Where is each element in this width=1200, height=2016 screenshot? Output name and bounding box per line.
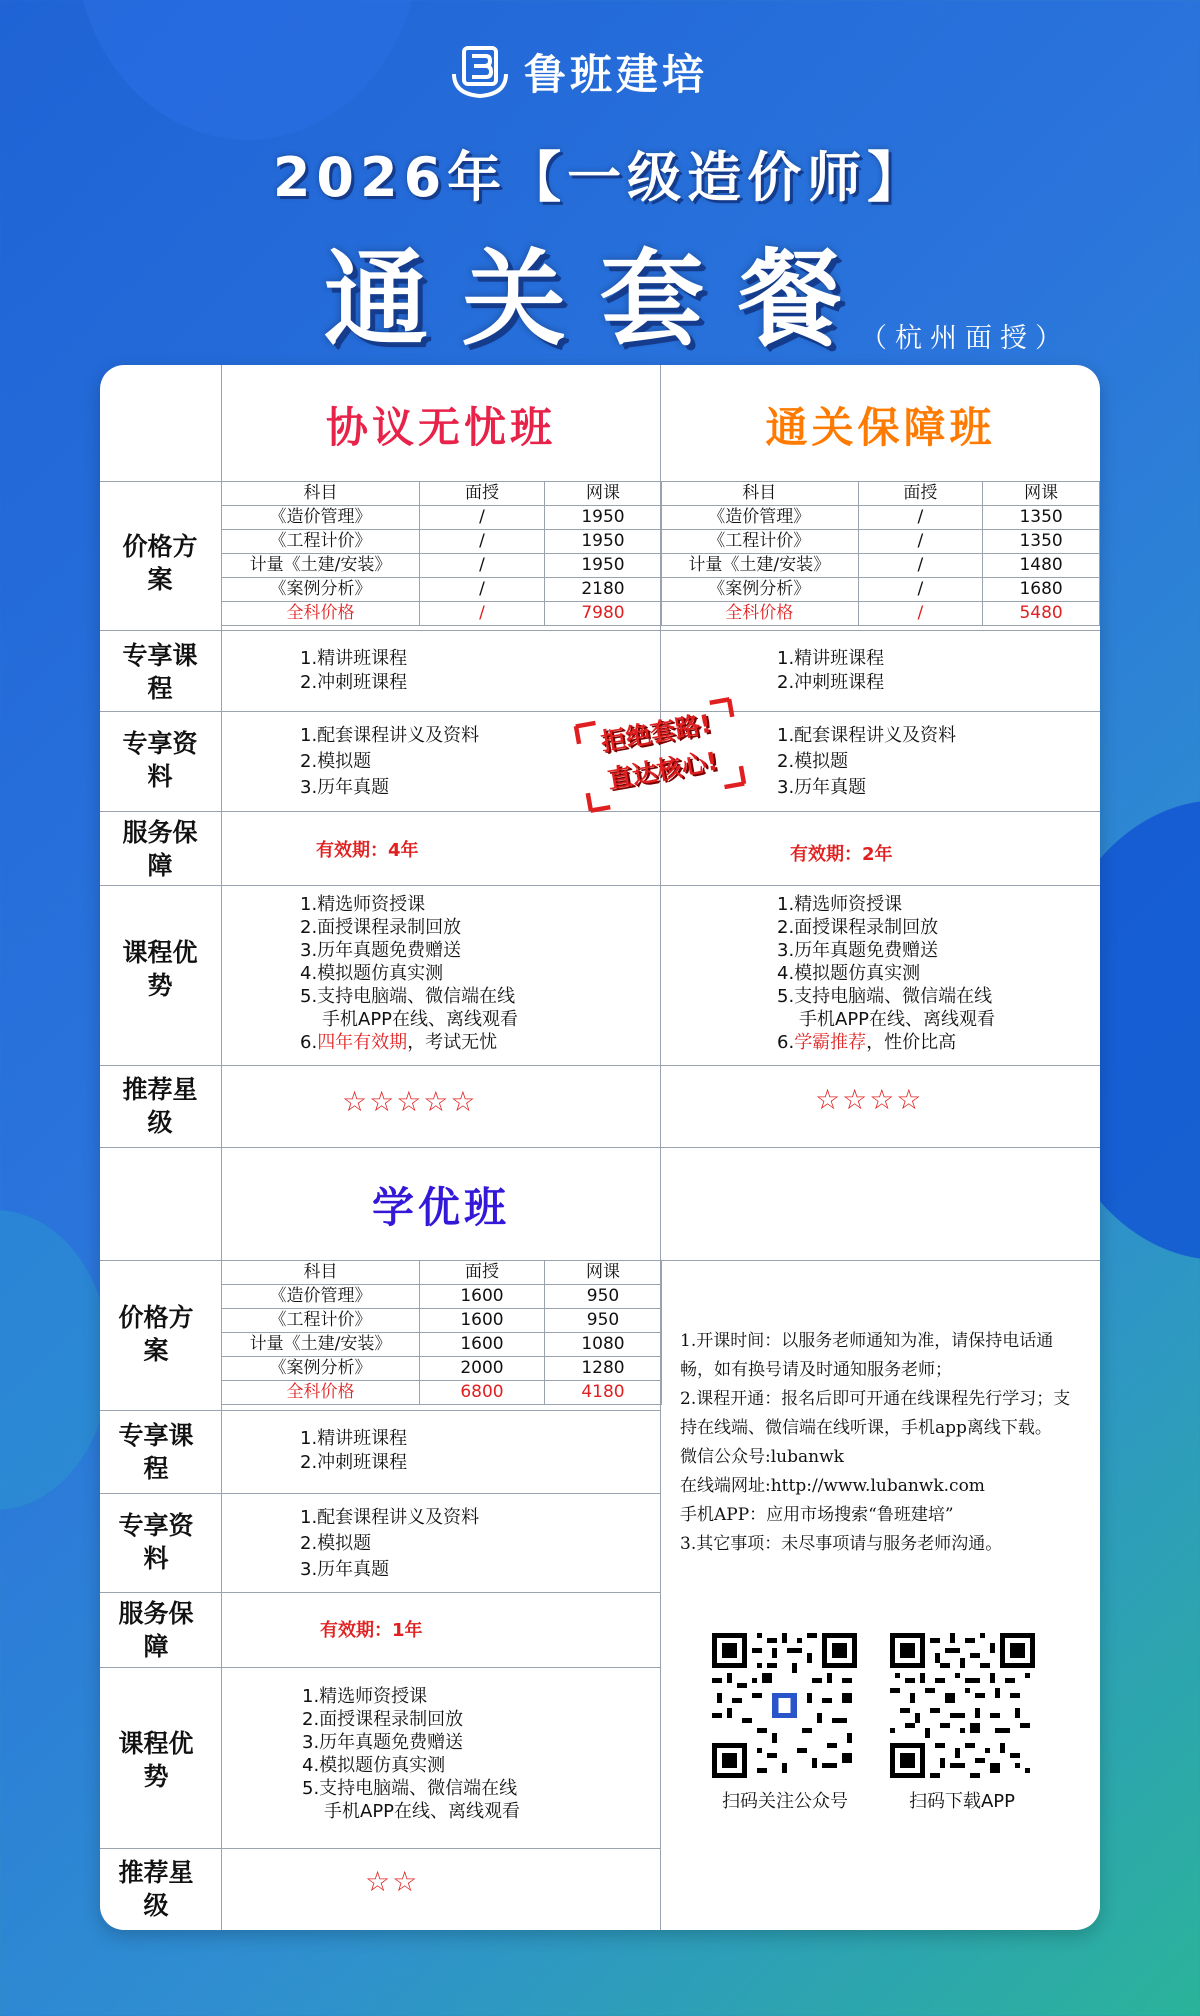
face-price-cell: 1600 xyxy=(420,1309,545,1333)
header-online: 网课 xyxy=(983,482,1100,506)
table-row xyxy=(222,1333,662,1357)
online-price-cell: 950 xyxy=(545,1309,662,1333)
grid-line xyxy=(100,1065,1100,1066)
list-item: 2.面授课程录制回放 xyxy=(300,917,462,938)
qr-code-icon xyxy=(712,1633,857,1778)
page-subtitle: 2026年【一级造价师】 xyxy=(272,146,928,209)
subject-cell: 计量《土建/安装》 xyxy=(661,554,859,578)
list-item: 手机APP在线、离线观看 xyxy=(324,1801,521,1822)
subject-cell: 《造价管理》 xyxy=(222,506,420,530)
header-face: 面授 xyxy=(420,1261,545,1285)
table-row xyxy=(661,530,1100,554)
list-item: 1.精讲班课程 xyxy=(300,1428,408,1449)
qr-code-icon[interactable] xyxy=(712,1633,857,1778)
courses-list-plan-3 xyxy=(300,1427,407,1475)
list-item: 2.面授课程录制回放 xyxy=(302,1709,464,1730)
face-price-cell: / xyxy=(858,530,983,554)
price-table-plan-1 xyxy=(221,481,662,626)
face-price-cell: / xyxy=(420,554,545,578)
price-table-plan-2 xyxy=(660,481,1100,626)
list-item: 3.历年真题 xyxy=(300,1559,390,1580)
note-line: 2.课程开通：报名后即可开通在线课程先行学习；支持在线端、微信端在线听课，手机app离线下载。 xyxy=(680,1389,1071,1438)
list-item: 4.模拟题仿真实测 xyxy=(302,1755,446,1776)
row-label-courses: 专享课程 xyxy=(118,1421,194,1483)
qr-code-icon[interactable] xyxy=(890,1633,1035,1778)
package-card xyxy=(100,365,1100,1930)
list-item: 1.精讲班课程 xyxy=(300,648,408,669)
row-label-advantages: 课程优势 xyxy=(122,938,198,1000)
list-item: 2.模拟题 xyxy=(777,751,849,772)
qr-code-icon xyxy=(890,1633,1035,1778)
table-row xyxy=(661,554,1100,578)
total-row xyxy=(222,1381,662,1405)
face-price-cell: / xyxy=(858,506,983,530)
list-item: 2.模拟题 xyxy=(300,751,372,772)
note-line: 3.其它事项：未尽事项请与服务老师沟通。 xyxy=(680,1534,1003,1554)
list-item: 2.冲刺班课程 xyxy=(300,672,408,693)
location-label: （杭州面授） xyxy=(860,323,1070,354)
subject-cell: 《案例分析》 xyxy=(222,1357,420,1381)
header-online: 网课 xyxy=(545,482,662,506)
subject-cell: 《工程计价》 xyxy=(661,530,859,554)
note-line: 在线端网址:http://www.lubanwk.com xyxy=(680,1476,985,1496)
list-item: 2.模拟题 xyxy=(300,1533,372,1554)
online-price-cell: 1950 xyxy=(545,530,662,554)
grid-line xyxy=(100,885,1100,886)
list-item: 5.支持电脑端、微信端在线 xyxy=(777,986,993,1007)
qr-caption: 扫码关注公众号 xyxy=(722,1791,848,1812)
qr-caption: 扫码下载APP xyxy=(908,1791,1016,1812)
online-price-cell: 5480 xyxy=(983,602,1100,626)
subject-cell: 《工程计价》 xyxy=(222,1309,420,1333)
online-price-cell: 4180 xyxy=(545,1381,662,1405)
star-rating-plan-2: ☆☆☆☆ xyxy=(815,1083,924,1116)
table-row xyxy=(222,554,662,578)
list-item: 1.配套课程讲义及资料 xyxy=(300,1507,480,1528)
list-item: 1.配套课程讲义及资料 xyxy=(300,725,480,746)
header-online: 网课 xyxy=(545,1261,662,1285)
list-item: 3.历年真题 xyxy=(300,777,390,798)
face-price-cell: 1600 xyxy=(420,1285,545,1309)
materials-list-plan-3 xyxy=(300,1505,479,1583)
stamp-line: 拒绝套路! xyxy=(598,708,714,757)
advantages-list-plan-1 xyxy=(300,893,518,1054)
header-face: 面授 xyxy=(420,482,545,506)
subject-cell: 全科价格 xyxy=(222,602,420,626)
list-item: 1.精选师资授课 xyxy=(777,894,903,915)
grid-line xyxy=(100,711,1100,712)
list-item: 3.历年真题免费赠送 xyxy=(777,940,939,961)
online-price-cell: 7980 xyxy=(545,602,662,626)
stamp-line: 直达核心! xyxy=(605,746,721,795)
online-price-cell: 1480 xyxy=(983,554,1100,578)
list-item xyxy=(777,1031,995,1054)
row-label-rating: 推荐星级 xyxy=(122,1075,198,1137)
table-row xyxy=(661,506,1100,530)
page-title: 通关套餐 xyxy=(323,238,876,360)
list-item: 5.支持电脑端、微信端在线 xyxy=(302,1778,518,1799)
list-item: 4.模拟题仿真实测 xyxy=(300,963,444,984)
grid-line xyxy=(100,1667,660,1668)
item-text: ，考试无忧 xyxy=(407,1032,498,1053)
row-label-courses: 专享课程 xyxy=(122,641,198,703)
subject-cell: 《案例分析》 xyxy=(222,578,420,602)
decor-circle xyxy=(0,1210,110,1510)
online-price-cell: 1080 xyxy=(545,1333,662,1357)
grid-line xyxy=(100,630,1100,631)
list-item: 手机APP在线、离线观看 xyxy=(799,1009,996,1030)
note-line: 手机APP：应用市场搜索“鲁班建培” xyxy=(680,1505,954,1525)
decor-circle xyxy=(75,0,420,140)
face-price-cell: / xyxy=(420,602,545,626)
total-row xyxy=(222,602,662,626)
face-price-cell: 2000 xyxy=(420,1357,545,1381)
subject-cell: 全科价格 xyxy=(222,1381,420,1405)
table-row xyxy=(222,506,662,530)
luban-logo-icon xyxy=(450,44,510,100)
list-item: 1.精选师资授课 xyxy=(302,1686,428,1707)
face-price-cell: / xyxy=(858,602,983,626)
header-subject: 科目 xyxy=(222,482,420,506)
list-item: 1.精讲班课程 xyxy=(777,648,885,669)
online-price-cell: 1950 xyxy=(545,506,662,530)
row-label-materials: 专享资料 xyxy=(122,729,198,791)
list-item: 2.冲刺班课程 xyxy=(300,1452,408,1473)
table-header-row xyxy=(661,482,1100,506)
star-rating-plan-1: ☆☆☆☆☆ xyxy=(342,1085,478,1118)
table-row xyxy=(222,578,662,602)
online-price-cell: 1950 xyxy=(545,554,662,578)
row-label-price: 价格方案 xyxy=(122,532,198,594)
list-item: 3.历年真题免费赠送 xyxy=(302,1732,464,1753)
online-price-cell: 1280 xyxy=(545,1357,662,1381)
subject-cell: 《造价管理》 xyxy=(661,506,859,530)
grid-line xyxy=(100,1592,660,1593)
header-subject: 科目 xyxy=(222,1261,420,1285)
subject-cell: 计量《土建/安装》 xyxy=(222,554,420,578)
advantages-list-plan-2 xyxy=(777,893,995,1054)
table-row xyxy=(222,1357,662,1381)
face-price-cell: / xyxy=(420,506,545,530)
note-line: 1.开课时间：以服务老师通知为准，请保持电话通畅，如有换号请及时通知服务老师； xyxy=(680,1331,1054,1380)
online-price-cell: 2180 xyxy=(545,578,662,602)
row-label-advantages: 课程优势 xyxy=(118,1729,194,1791)
subject-cell: 全科价格 xyxy=(661,602,859,626)
face-price-cell: / xyxy=(858,554,983,578)
courses-list-plan-2 xyxy=(777,647,884,695)
subject-cell: 计量《土建/安装》 xyxy=(222,1333,420,1357)
header-subject: 科目 xyxy=(661,482,859,506)
highlight-text: 学霸推荐 xyxy=(794,1032,867,1053)
row-label-materials: 专享资料 xyxy=(118,1511,194,1573)
advantages-list-plan-3 xyxy=(302,1685,520,1823)
face-price-cell: / xyxy=(420,578,545,602)
list-item: 手机APP在线、离线观看 xyxy=(322,1009,519,1030)
row-label-price: 价格方案 xyxy=(118,1303,194,1365)
subject-cell: 《案例分析》 xyxy=(661,578,859,602)
table-row xyxy=(222,1285,662,1309)
list-item: 3.历年真题 xyxy=(777,777,867,798)
list-item: 3.历年真题免费赠送 xyxy=(300,940,462,961)
face-price-cell: 6800 xyxy=(420,1381,545,1405)
table-header-row xyxy=(222,482,662,506)
item-number: 6. xyxy=(300,1032,318,1053)
online-price-cell: 1680 xyxy=(983,578,1100,602)
validity-plan-2: 有效期：2年 xyxy=(790,844,893,865)
row-label-rating: 推荐星级 xyxy=(118,1858,194,1920)
row-label-service: 服务保障 xyxy=(122,818,198,880)
validity-plan-1: 有效期：4年 xyxy=(316,840,419,861)
plan-title-2: 通关保障班 xyxy=(765,403,996,452)
grid-line xyxy=(100,1147,1100,1148)
brand-logo xyxy=(450,42,708,102)
face-price-cell: / xyxy=(858,578,983,602)
item-number: 6. xyxy=(777,1032,795,1053)
list-item: 2.面授课程录制回放 xyxy=(777,917,939,938)
grid-line xyxy=(100,1410,660,1411)
list-item: 2.冲刺班课程 xyxy=(777,672,885,693)
table-row xyxy=(222,530,662,554)
plan-title-1: 协议无忧班 xyxy=(325,403,556,452)
grid-line xyxy=(100,1493,660,1494)
plan-title-3: 学优班 xyxy=(371,1183,510,1232)
subject-cell: 《工程计价》 xyxy=(222,530,420,554)
face-price-cell: 1600 xyxy=(420,1333,545,1357)
price-table-plan-3 xyxy=(221,1260,662,1405)
notes-block xyxy=(680,1327,1085,1559)
item-text: ，性价比高 xyxy=(866,1032,957,1053)
star-rating-plan-3: ☆☆ xyxy=(365,1865,420,1898)
list-item: 4.模拟题仿真实测 xyxy=(777,963,921,984)
materials-list-plan-2 xyxy=(777,723,956,801)
courses-list-plan-1 xyxy=(300,647,407,695)
online-price-cell: 950 xyxy=(545,1285,662,1309)
table-row xyxy=(222,1309,662,1333)
highlight-text: 四年有效期 xyxy=(317,1032,408,1053)
subject-cell: 《造价管理》 xyxy=(222,1285,420,1309)
list-item xyxy=(300,1031,518,1054)
online-price-cell: 1350 xyxy=(983,506,1100,530)
total-row xyxy=(661,602,1100,626)
brand-name: 鲁班建培 xyxy=(524,50,709,99)
row-label-service: 服务保障 xyxy=(118,1599,194,1661)
validity-plan-3: 有效期：1年 xyxy=(320,1620,423,1641)
note-line: 微信公众号:lubanwk xyxy=(680,1447,844,1467)
table-header-row xyxy=(222,1261,662,1285)
list-item: 1.配套课程讲义及资料 xyxy=(777,725,957,746)
face-price-cell: / xyxy=(420,530,545,554)
table-row xyxy=(661,578,1100,602)
materials-list-plan-1 xyxy=(300,723,479,801)
header-face: 面授 xyxy=(858,482,983,506)
promo-stamp xyxy=(573,697,746,813)
list-item: 1.精选师资授课 xyxy=(300,894,426,915)
list-item: 5.支持电脑端、微信端在线 xyxy=(300,986,516,1007)
online-price-cell: 1350 xyxy=(983,530,1100,554)
grid-line xyxy=(100,1848,660,1849)
